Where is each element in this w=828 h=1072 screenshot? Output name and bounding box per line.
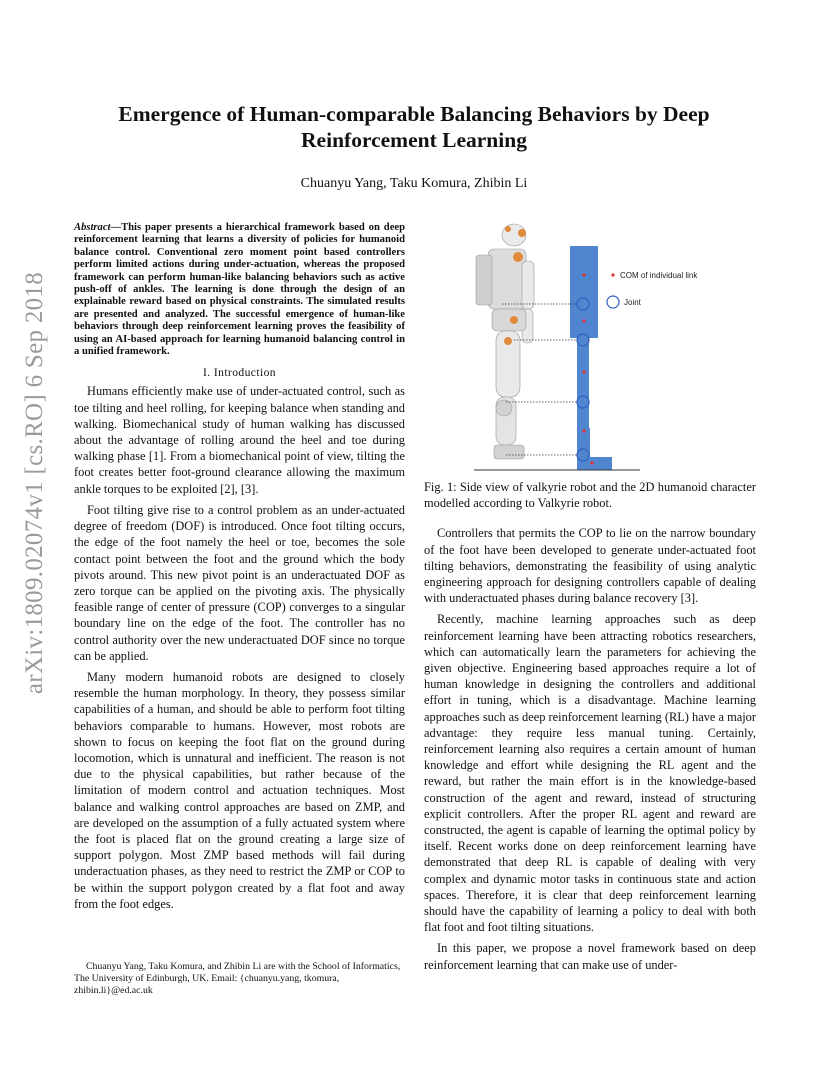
- figure-valkyrie: [456, 213, 726, 473]
- legend-joint-label: Joint: [624, 298, 641, 307]
- legend-joint-marker: [607, 296, 619, 308]
- intro-paragraph: Foot tilting give rise to a control problem as an under-actuated degree of freedom (DOF) is introduced. Once foot tilting occurs, the edge of the foot namely the heel or toe, becomes the sole contact point between the foot and the ground which the body pivots around. This new pivot point is an underactuated DOF as zero torque can be applied on the pivoting axis. The physically feasible range of center of pressure (COP) converges to a singular boundary line on the edge of the foot. The controller has no control authority over the new underactuated DOF since no torque can be applied.: [74, 502, 405, 663]
- paper-authors: Chuanyu Yang, Taku Komura, Zhibin Li: [300, 176, 528, 191]
- abstract-label: Abstract: [74, 222, 111, 233]
- legend-com-marker: [611, 273, 614, 276]
- model-foot: [577, 457, 612, 470]
- section-heading-introduction: I. Introduction: [203, 366, 276, 380]
- body-paragraph: Controllers that permits the COP to lie on the narrow boundary of the foot have been developed to generate under-actuated foot tilting behaviors, demonstrating the feasibility of using analytic engineering approach for designing controllers capable of dealing with underactuated phases during balance recovery [3].: [424, 526, 756, 606]
- abstract-text: This paper presents a hierarchical framework based on deep reinforcement learning that learns a diversity of policies for humanoid balance control. Conventional zero moment point based controllers perform limited actions during under-actuation, whereas the proposed framework can perform human-like balancing behaviors such as active push-off of ankles. The learning is done through the design of an explainable reward based on physical constraints. The simulated results are presented and analyzed. The successful emergence of human-like behaviors through deep reinforcement learning proves the feasibility of using an AI-based approach for learning humanoid balancing control in a unified framework.: [74, 222, 405, 358]
- intro-paragraph: Many modern humanoid robots are designed to closely resemble the human morphology. In theory, they possess similar capabilities of a human, and should be able to perform foot tilting behaviors comparable to humans. However, most robots are shown to focus on keeping the foot flat on the ground during locomotion, which is unnatural and inefficient. The reason is not due to the physical capabilities, but rather because of the limitation of modern control and actuation techniques. Most balance and walking control approaches are based on ZMP, and are developed on the assumption of a fully actuated system where the foot is placed flat on the ground creating a large size of support polygon. Most ZMP based methods will fail during underactuation phases, as they need to restrict the ZMP or COP to be within the support polygon created by a flat foot and away from the foot edges.: [74, 669, 405, 911]
- arxiv-stamp: arXiv:1809.02074v1 [cs.RO] 6 Sep 2018: [21, 271, 48, 695]
- model-leg: [577, 338, 589, 428]
- com-marker: [590, 461, 593, 464]
- com-marker: [582, 273, 585, 276]
- abstract: [74, 222, 405, 358]
- body-paragraph: Recently, machine learning approaches such as deep reinforcement learning have been attracting robotics researchers, which can automatically learn the parameters for achieving the given objective. Engineering based approaches require a lot of human knowledge in designing the controllers and additional effort in tuning, which is a disadvantage. Machine learning approaches such as deep reinforcement learning (RL) have a major advantage: they require less manual tuning. Certainly, reinforcement learning also requires a certain amount of human knowledge and effort while designing the RL agent and the reward, but rather the main effort is in the knowledge-based construction of the agent and reward, instead of structuring explicit controllers. After the proper RL agent and reward are constructed, the agent is capable of learning the optimal policy by itself. Recent works done on deep reinforcement learning have demonstrated that deep RL is capable of dealing with very complex and dynamic motor tasks in continuous state and action spaces. Therefore, it is clear that deep reinforcement learning should have the capability of learning a policy to deal with both flat foot and foot tilting situations.: [424, 612, 756, 935]
- left-column: [74, 222, 405, 912]
- right-column: [424, 479, 756, 973]
- figure-caption: Fig. 1: Side view of valkyrie robot and the 2D humanoid character modelled according to Valkyrie robot.: [424, 480, 756, 511]
- model-torso: [570, 246, 598, 338]
- affiliation-footnote: Chuanyu Yang, Taku Komura, and Zhibin Li are with the School of Informatics, The University of Edinburgh, UK. Email: {chuanyu.yang, tkomura, zhibin.li}@ed.ac.uk: [74, 961, 401, 996]
- body-paragraph: In this paper, we propose a novel framework based on deep reinforcement learning that can make use of under-: [424, 941, 756, 972]
- legend-com-label: COM of individual link: [620, 271, 698, 280]
- com-marker: [582, 319, 585, 322]
- abstract-dash: —: [110, 222, 122, 233]
- intro-paragraph: Humans efficiently make use of under-actuated control, such as toe tilting and heel rolling, for keeping balance when standing and walking. Biomechanical study of human walking has discussed about the advantage of rolling around the heel and toe during walking phase [1]. From a biomechanical point of view, tilting the foot creates better foot-ground clearance allowing the maximum ankle torques to be exploited [2], [3].: [74, 384, 405, 496]
- com-marker: [582, 370, 585, 373]
- robot-image: [476, 224, 534, 459]
- paper-title: Emergence of Human-comparable Balancing Behaviors by Deep Reinforcement Learning: [118, 102, 710, 152]
- com-marker: [582, 429, 585, 432]
- figure-legend: [607, 271, 698, 308]
